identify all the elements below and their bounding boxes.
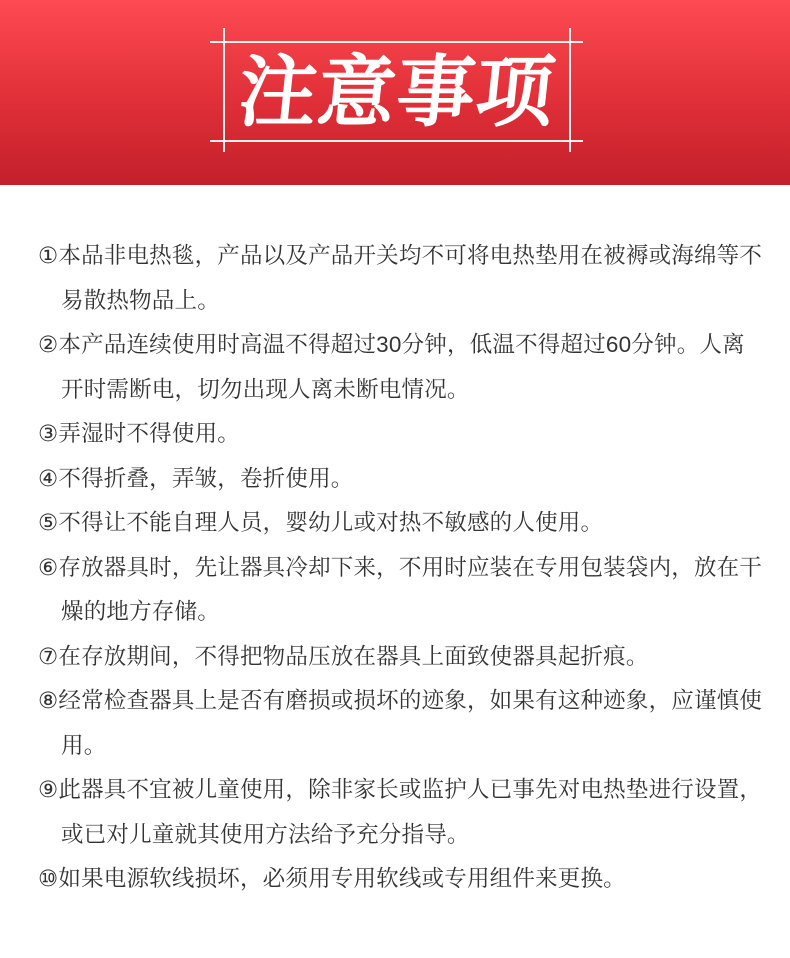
title-frame [223,41,571,142]
notice-line: 开时需断电，切勿出现人离未断电情况。 [61,376,470,402]
notice-item [38,679,763,768]
notice-line: 用。 [61,732,107,758]
notice-item [38,501,756,546]
notice-line: 易散热物品上。 [61,287,220,313]
notice-line: 或已对儿童就其使用方法给予充分指导。 [61,821,470,847]
notice-line: ⑨此器具不宜被儿童使用，除非家长或监护人已事先对电热垫进行设置， [38,777,763,802]
notice-line: ⑩如果电源软线损坏，必须用专用软线或专用组件来更换。 [38,866,626,891]
notice-item [38,546,763,635]
notice-line: ⑦在存放期间，不得把物品压放在器具上面致使器具起折痕。 [38,643,649,669]
notice-item [38,457,756,502]
notice-line: ②本产品连续使用时高温不得超过30分钟，低温不得超过60分钟。人离 [38,332,745,357]
notice-item [38,234,763,323]
notice-line: ⑥存放器具时，先让器具冷却下来，不用时应装在专用包装袋内，放在干 [38,554,763,580]
notice-header [0,0,790,185]
notice-line: ⑧经常检查器具上是否有磨损或损坏的迹象，如果有这种迹象，应谨慎使 [38,688,763,713]
notice-item [38,323,756,412]
notice-item [38,635,756,680]
notice-list [0,185,790,902]
notice-line: ③弄湿时不得使用。 [38,421,240,446]
notice-line: 燥的地方存储。 [61,599,220,624]
notice-line: ④不得折叠，弄皱，卷折使用。 [38,465,354,491]
notice-line: ⑤不得让不能自理人员，婴幼儿或对热不敏感的人使用。 [38,510,604,535]
notice-item [38,412,756,457]
notice-item [38,857,756,902]
notice-line: ①本品非电热毯，产品以及产品开关均不可将电热垫用在被褥或海绵等不 [38,243,763,268]
notice-item [38,768,763,857]
page-title: 注意事项 [234,47,560,136]
